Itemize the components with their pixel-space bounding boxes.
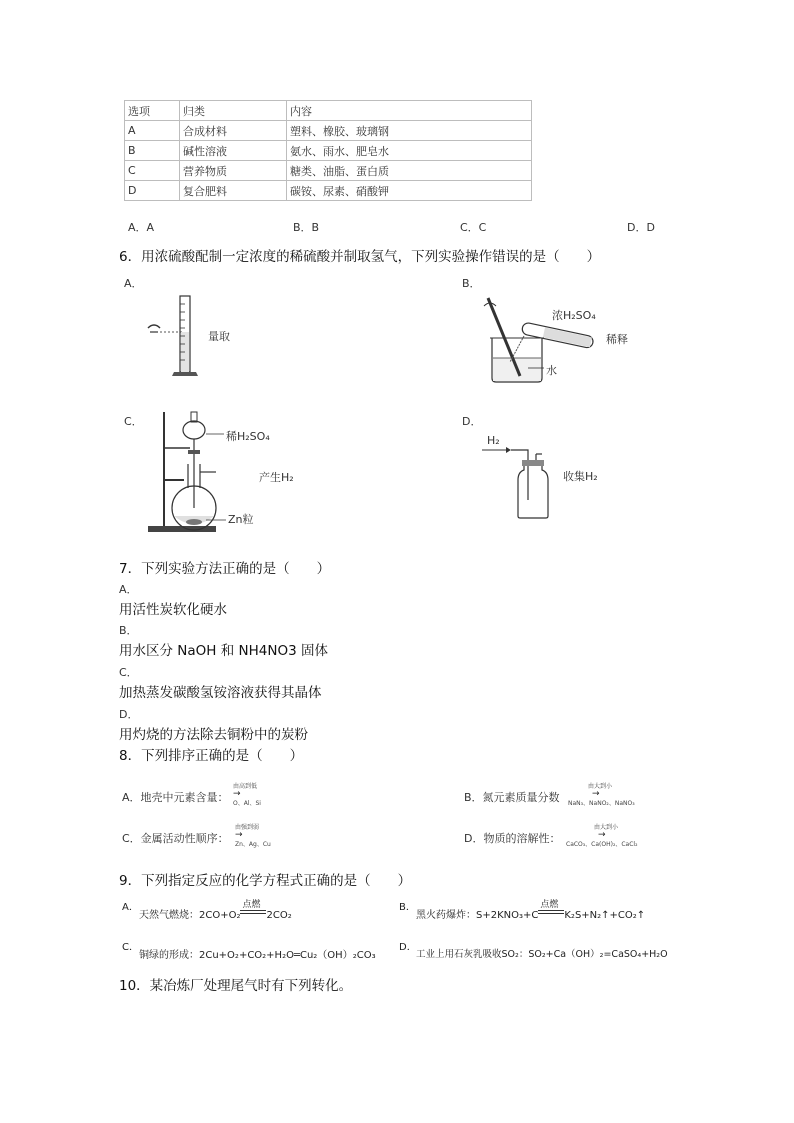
q7-stem: 7．下列实验方法正确的是（ ） xyxy=(119,561,331,577)
q6-stem: 6．用浓硫酸配制一定浓度的稀硫酸并制取氢气，下列实验操作错误的是（ ） xyxy=(119,249,601,265)
q9-stem: 9．下列指定反应的化学方程式正确的是（ ） xyxy=(119,873,412,889)
table-row xyxy=(125,181,532,201)
q9-option-d: 工业上用石灰乳吸收SO₂：SO₂+Ca（OH）₂=CaSO₄+H₂O xyxy=(416,949,668,960)
q9-option-a-letter[interactable]: A． xyxy=(122,902,139,913)
q5-option-c[interactable]: C．C xyxy=(460,221,487,234)
q7-option-d-text: 用灼烧的方法除去铜粉中的炭粉 xyxy=(119,727,308,743)
q5-option-b[interactable]: B．B xyxy=(293,221,320,234)
table-row xyxy=(125,121,532,141)
table-cell: 氨水、雨水、肥皂水 xyxy=(287,141,532,161)
q7-option-a-text: 用活性炭软化硬水 xyxy=(119,602,227,618)
q9-a-cond-text: 点燃 xyxy=(242,900,261,910)
q5-option-d[interactable]: D．D xyxy=(627,221,655,234)
q8-c-sequence xyxy=(235,822,271,848)
q7-option-a-letter[interactable]: A． xyxy=(119,583,138,596)
table-cell: B xyxy=(125,141,180,161)
q7-option-c-letter[interactable]: C． xyxy=(119,666,138,679)
q7-option-d-letter[interactable]: D． xyxy=(119,708,139,721)
table-cell: A xyxy=(125,121,180,141)
right-arrow-icon: → xyxy=(592,789,600,799)
q8-b-sequence xyxy=(568,781,635,807)
q8-c-below: Zn、Ag、Cu xyxy=(235,841,271,848)
q6-d-gas-label: H₂ xyxy=(487,434,500,447)
q8-a-sequence xyxy=(233,781,261,807)
table-cell: 营养物质 xyxy=(180,161,287,181)
table-cell: 合成材料 xyxy=(180,121,287,141)
q9-a-condition xyxy=(240,900,266,914)
table-header-cell: 选项 xyxy=(125,101,180,121)
q6-option-b-letter[interactable]: B． xyxy=(462,277,481,290)
table-cell: 碱性溶液 xyxy=(180,141,287,161)
table-header-cell: 内容 xyxy=(287,101,532,121)
q6-c-caption: 产生H₂ xyxy=(259,471,294,484)
q6-b-acid-label: 浓H₂SO₄ xyxy=(552,309,596,322)
q9-b-product: K₂S+N₂↑+CO₂↑ xyxy=(564,910,646,921)
q9-option-a xyxy=(139,900,292,921)
table-cell: 碳铵、尿素、硝酸钾 xyxy=(287,181,532,201)
table-cell: 糖类、油脂、蛋白质 xyxy=(287,161,532,181)
q9-a-product: 2CO₂ xyxy=(266,910,292,921)
right-arrow-icon: → xyxy=(235,830,243,840)
q6-option-a-letter[interactable]: A． xyxy=(124,277,143,290)
q9-b-prefix: 黑火药爆炸：S+2KNO₃+C xyxy=(416,910,539,921)
q8-option-a[interactable]: A．地壳中元素含量： xyxy=(122,791,229,804)
q9-a-prefix: 天然气燃烧：2CO+O₂ xyxy=(139,910,241,921)
q9-option-c: 铜绿的形成：2Cu+O₂+CO₂+H₂O═Cu₂（OH）₂CO₃ xyxy=(139,950,376,961)
q8-option-d[interactable]: D．物质的溶解性： xyxy=(464,832,561,845)
q8-a-above: 由高到低 xyxy=(233,783,258,790)
table-cell: 塑料、橡胶、玻璃钢 xyxy=(287,121,532,141)
table-row xyxy=(125,161,532,181)
classification-table xyxy=(124,100,532,201)
q6-b-dilute-label: 稀释 xyxy=(606,333,628,346)
q8-a-below: O、Al、Si xyxy=(233,800,261,807)
q8-b-below: NaN₃、NaNO₂、NaNO₃ xyxy=(568,800,635,807)
q9-option-b xyxy=(416,900,646,921)
right-arrow-icon: → xyxy=(233,789,241,799)
q6-c-acid-label: 稀H₂SO₄ xyxy=(226,430,270,443)
q8-option-b[interactable]: B．氮元素质量分数 xyxy=(464,791,560,804)
q7-option-b-letter[interactable]: B． xyxy=(119,624,138,637)
q6-c-zn-label: Zn粒 xyxy=(228,513,254,526)
q9-b-cond-text: 点燃 xyxy=(540,900,559,910)
q8-option-c[interactable]: C．金属活动性顺序： xyxy=(122,832,229,845)
q9-b-condition xyxy=(538,900,564,914)
q9-option-d-letter[interactable]: D． xyxy=(399,942,417,953)
q6-option-c-letter[interactable]: C． xyxy=(124,415,143,428)
right-arrow-icon: → xyxy=(598,830,606,840)
q7-option-b-text: 用水区分 NaOH 和 NH4NO3 固体 xyxy=(119,643,328,659)
q6-b-water-label: 水 xyxy=(546,364,557,377)
measuring-cylinder-diagram xyxy=(140,290,260,380)
q9-option-c-letter[interactable]: C． xyxy=(122,942,139,953)
q8-stem: 8．下列排序正确的是（ ） xyxy=(119,748,304,764)
table-row xyxy=(125,141,532,161)
table-cell: D xyxy=(125,181,180,201)
q6-a-label: 量取 xyxy=(208,330,230,343)
q6-d-caption: 收集H₂ xyxy=(563,470,598,483)
q8-d-sequence xyxy=(566,822,638,848)
gas-collection-bottle-diagram xyxy=(480,440,560,520)
q7-option-c-text: 加热蒸发碳酸氢铵溶液获得其晶体 xyxy=(119,685,322,701)
q8-b-above: 由大到小 xyxy=(588,783,613,790)
table-cell: 复合肥料 xyxy=(180,181,287,201)
q8-d-below: CaCO₃、Ca(OH)₂、CaCl₂ xyxy=(566,841,638,848)
table-header-row xyxy=(125,101,532,121)
q6-option-d-letter[interactable]: D． xyxy=(462,415,482,428)
q9-option-b-letter[interactable]: B． xyxy=(399,902,416,913)
q10-stem: 10．某冶炼厂处理尾气时有下列转化。 xyxy=(119,978,353,994)
q5-option-a[interactable]: A．A xyxy=(128,221,155,234)
table-cell: C xyxy=(125,161,180,181)
q8-c-above: 由强到弱 xyxy=(235,824,260,831)
table-header-cell: 归类 xyxy=(180,101,287,121)
q8-d-above: 由大到小 xyxy=(594,824,619,831)
